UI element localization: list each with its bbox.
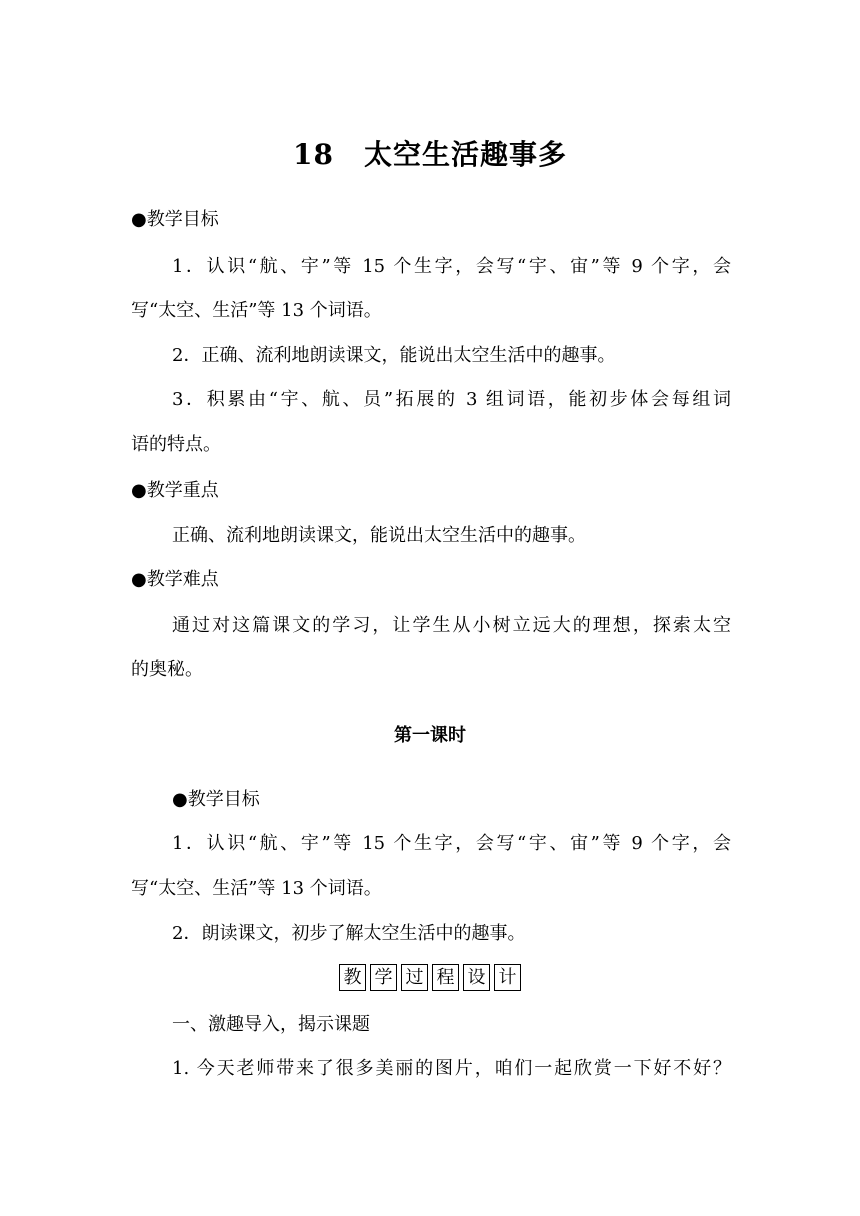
difficulties-line-2: 的奥秘。 xyxy=(131,659,203,680)
process-box-char: 程 xyxy=(432,964,459,991)
lesson-one-objective-1-line-1: 1．认识“航、宇”等 15 个生字，会写“宇、宙”等 9 个字，会 xyxy=(172,833,731,854)
process-box-char: 计 xyxy=(494,964,521,991)
lesson-one-objective-2: 2．朗读课文，初步了解太空生活中的趣事。 xyxy=(172,923,526,944)
section-one-item-1: 1. 今天老师带来了很多美丽的图片，咱们一起欣赏一下好不好？ xyxy=(172,1058,731,1079)
lesson-number: 18 xyxy=(293,138,334,171)
key-points-heading: ●教学重点 xyxy=(131,480,219,501)
key-points-text: 正确、流利地朗读课文，能说出太空生活中的趣事。 xyxy=(172,525,586,546)
lesson-title xyxy=(0,133,860,173)
objective-3-line-1: 3．积累由“宇、航、员”拓展的 3 组词语，能初步体会每组词 xyxy=(172,389,731,410)
process-box-char: 教 xyxy=(339,964,366,991)
teaching-process-design-label xyxy=(0,964,860,991)
objective-1-line-2: 写“太空、生活”等 13 个词语。 xyxy=(131,300,382,321)
objective-1-line-1: 1．认识“航、宇”等 15 个生字，会写“宇、宙”等 9 个字，会 xyxy=(172,256,731,277)
lesson-title-text: 太空生活趣事多 xyxy=(363,138,567,171)
section-one-heading: 一、激趣导入，揭示课题 xyxy=(172,1014,370,1035)
objectives-heading: ●教学目标 xyxy=(131,209,219,230)
process-box-char: 学 xyxy=(370,964,397,991)
objective-3-line-2: 语的特点。 xyxy=(131,434,221,455)
process-box-char: 设 xyxy=(463,964,490,991)
difficulties-line-1: 通过对这篇课文的学习，让学生从小树立远大的理想，探索太空 xyxy=(172,615,731,636)
process-box-char: 过 xyxy=(401,964,428,991)
difficulties-heading: ●教学难点 xyxy=(131,569,219,590)
objective-2: 2．正确、流利地朗读课文，能说出太空生活中的趣事。 xyxy=(172,345,616,366)
lesson-one-objective-1-line-2: 写“太空、生活”等 13 个词语。 xyxy=(131,878,382,899)
lesson-one-objectives-heading: ●教学目标 xyxy=(172,789,260,810)
lesson-one-heading: 第一课时 xyxy=(394,725,466,746)
